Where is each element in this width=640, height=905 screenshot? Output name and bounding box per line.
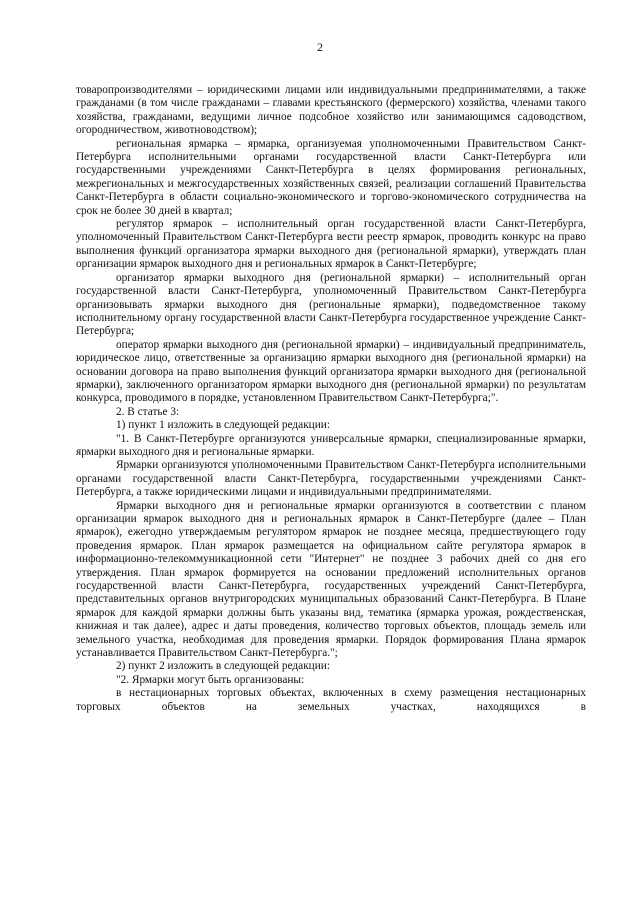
paragraph: "2. Ярмарки могут быть организованы: — [116, 673, 305, 686]
paragraph: 2. В статье 3: — [116, 405, 180, 418]
page-number: 2 — [317, 40, 323, 54]
paragraph: организатор ярмарки выходного дня (региональной ярмарки) – исполнительный орган государственной власти Санкт-Петербурга, уполномоченный Правительством Санкт-Петербурга организовывать ярмарки выходного дня (региональные ярмарки), подведомственное такому исполнительному органу государственной власти Санкт-Петербурга государственное учреждение Санкт-Петербурга; — [76, 271, 586, 338]
paragraph: Ярмарки выходного дня и региональные ярмарки организуются в соответствии с планом организации ярмарок выходного дня и региональных ярмарок в Санкт-Петербурге (далее – План ярмарок), ежегодно утверждаемым регулятором ярмарок не позднее месяца, предшествующего году проведения ярмарок. План ярмарок размещается на официальном сайте регулятора ярмарок в информационно-телекоммуникационной сети "Интернет" не позднее 3 рабочих дней со дня его утверждения. План ярмарок формируется на основании предложений исполнительных органов государственной власти Санкт-Петербурга, государственных учреждений Санкт-Петербурга, представительных органов внутригородских муниципальных образований Санкт-Петербурга. В Плане ярмарок для каждой ярмарки должны быть указаны вид, тематика (ярмарка урожая, рождественская, книжная и так далее), адрес и даты проведения, количество торговых объектов, площадь земель или земельного участка, необходимая для проведения ярмарки. Порядок формирования Плана ярмарок устанавливается Правительством Санкт-Петербурга."; — [76, 499, 586, 660]
paragraph: в нестационарных торговых объектах, включенных в схему размещения нестационарных торговых объектов на земельных участках, находящихся в — [76, 687, 586, 713]
paragraph: товаропроизводителями – юридическими лицами или индивидуальными предпринимателями, а также гражданами (в том числе гражданами – главами крестьянского (фермерского) хозяйства, членами такого хозяйства, гражданами, ведущими личное подсобное хозяйство или занимающимся садоводством, огородничеством, животноводством); — [76, 84, 586, 137]
paragraph: оператор ярмарки выходного дня (региональной ярмарки) – индивидуальный предприниматель, юридическое лицо, ответственные за организацию ярмарки выходного дня (региональной ярмарки) на основании договора на право выполнения функций организатора ярмарки выходного дня (региональной ярмарки), заключенного организатором ярмарки выходного дня (региональной ярмарки) по результатам конкурса, проводимого в порядке, установленном Правительством Санкт-Петербурга;". — [76, 338, 586, 405]
paragraph: региональная ярмарка – ярмарка, организуемая уполномоченными Правительством Санкт-Петербурга исполнительными органами государственной власти Санкт-Петербурга или государственными учреждениями Санкт-Петербурга в целях формирования региональных, межрегиональных и межгосударственных хозяйственных связей, реализации соглашений Правительства Санкт-Петербурга в области социально-экономического и торгово-экономического сотрудничества на срок не более 30 дней в квартал; — [76, 137, 586, 217]
paragraph: Ярмарки организуются уполномоченными Правительством Санкт-Петербурга исполнительными органами государственной власти Санкт-Петербурга, государственными учреждениями Санкт-Петербурга, а также юридическими лицами и индивидуальными предпринимателями. — [76, 459, 586, 499]
paragraph: 2) пункт 2 изложить в следующей редакции: — [116, 660, 330, 673]
paragraph: "1. В Санкт-Петербурге организуются универсальные ярмарки, специализированные ярмарки, ярмарки выходного дня и региональные ярмарки. — [76, 432, 586, 458]
document-body — [76, 84, 586, 714]
paragraph: регулятор ярмарок – исполнительный орган государственной власти Санкт-Петербурга, уполномоченный Правительством Санкт-Петербурга вести реестр ярмарок, проводить конкурс на право выполнения функций организатора ярмарки выходного дня (региональной ярмарки), утверждать план организации ярмарок выходного дня и региональных ярмарок в Санкт-Петербурге; — [76, 218, 586, 271]
paragraph: 1) пункт 1 изложить в следующей редакции: — [116, 419, 330, 432]
